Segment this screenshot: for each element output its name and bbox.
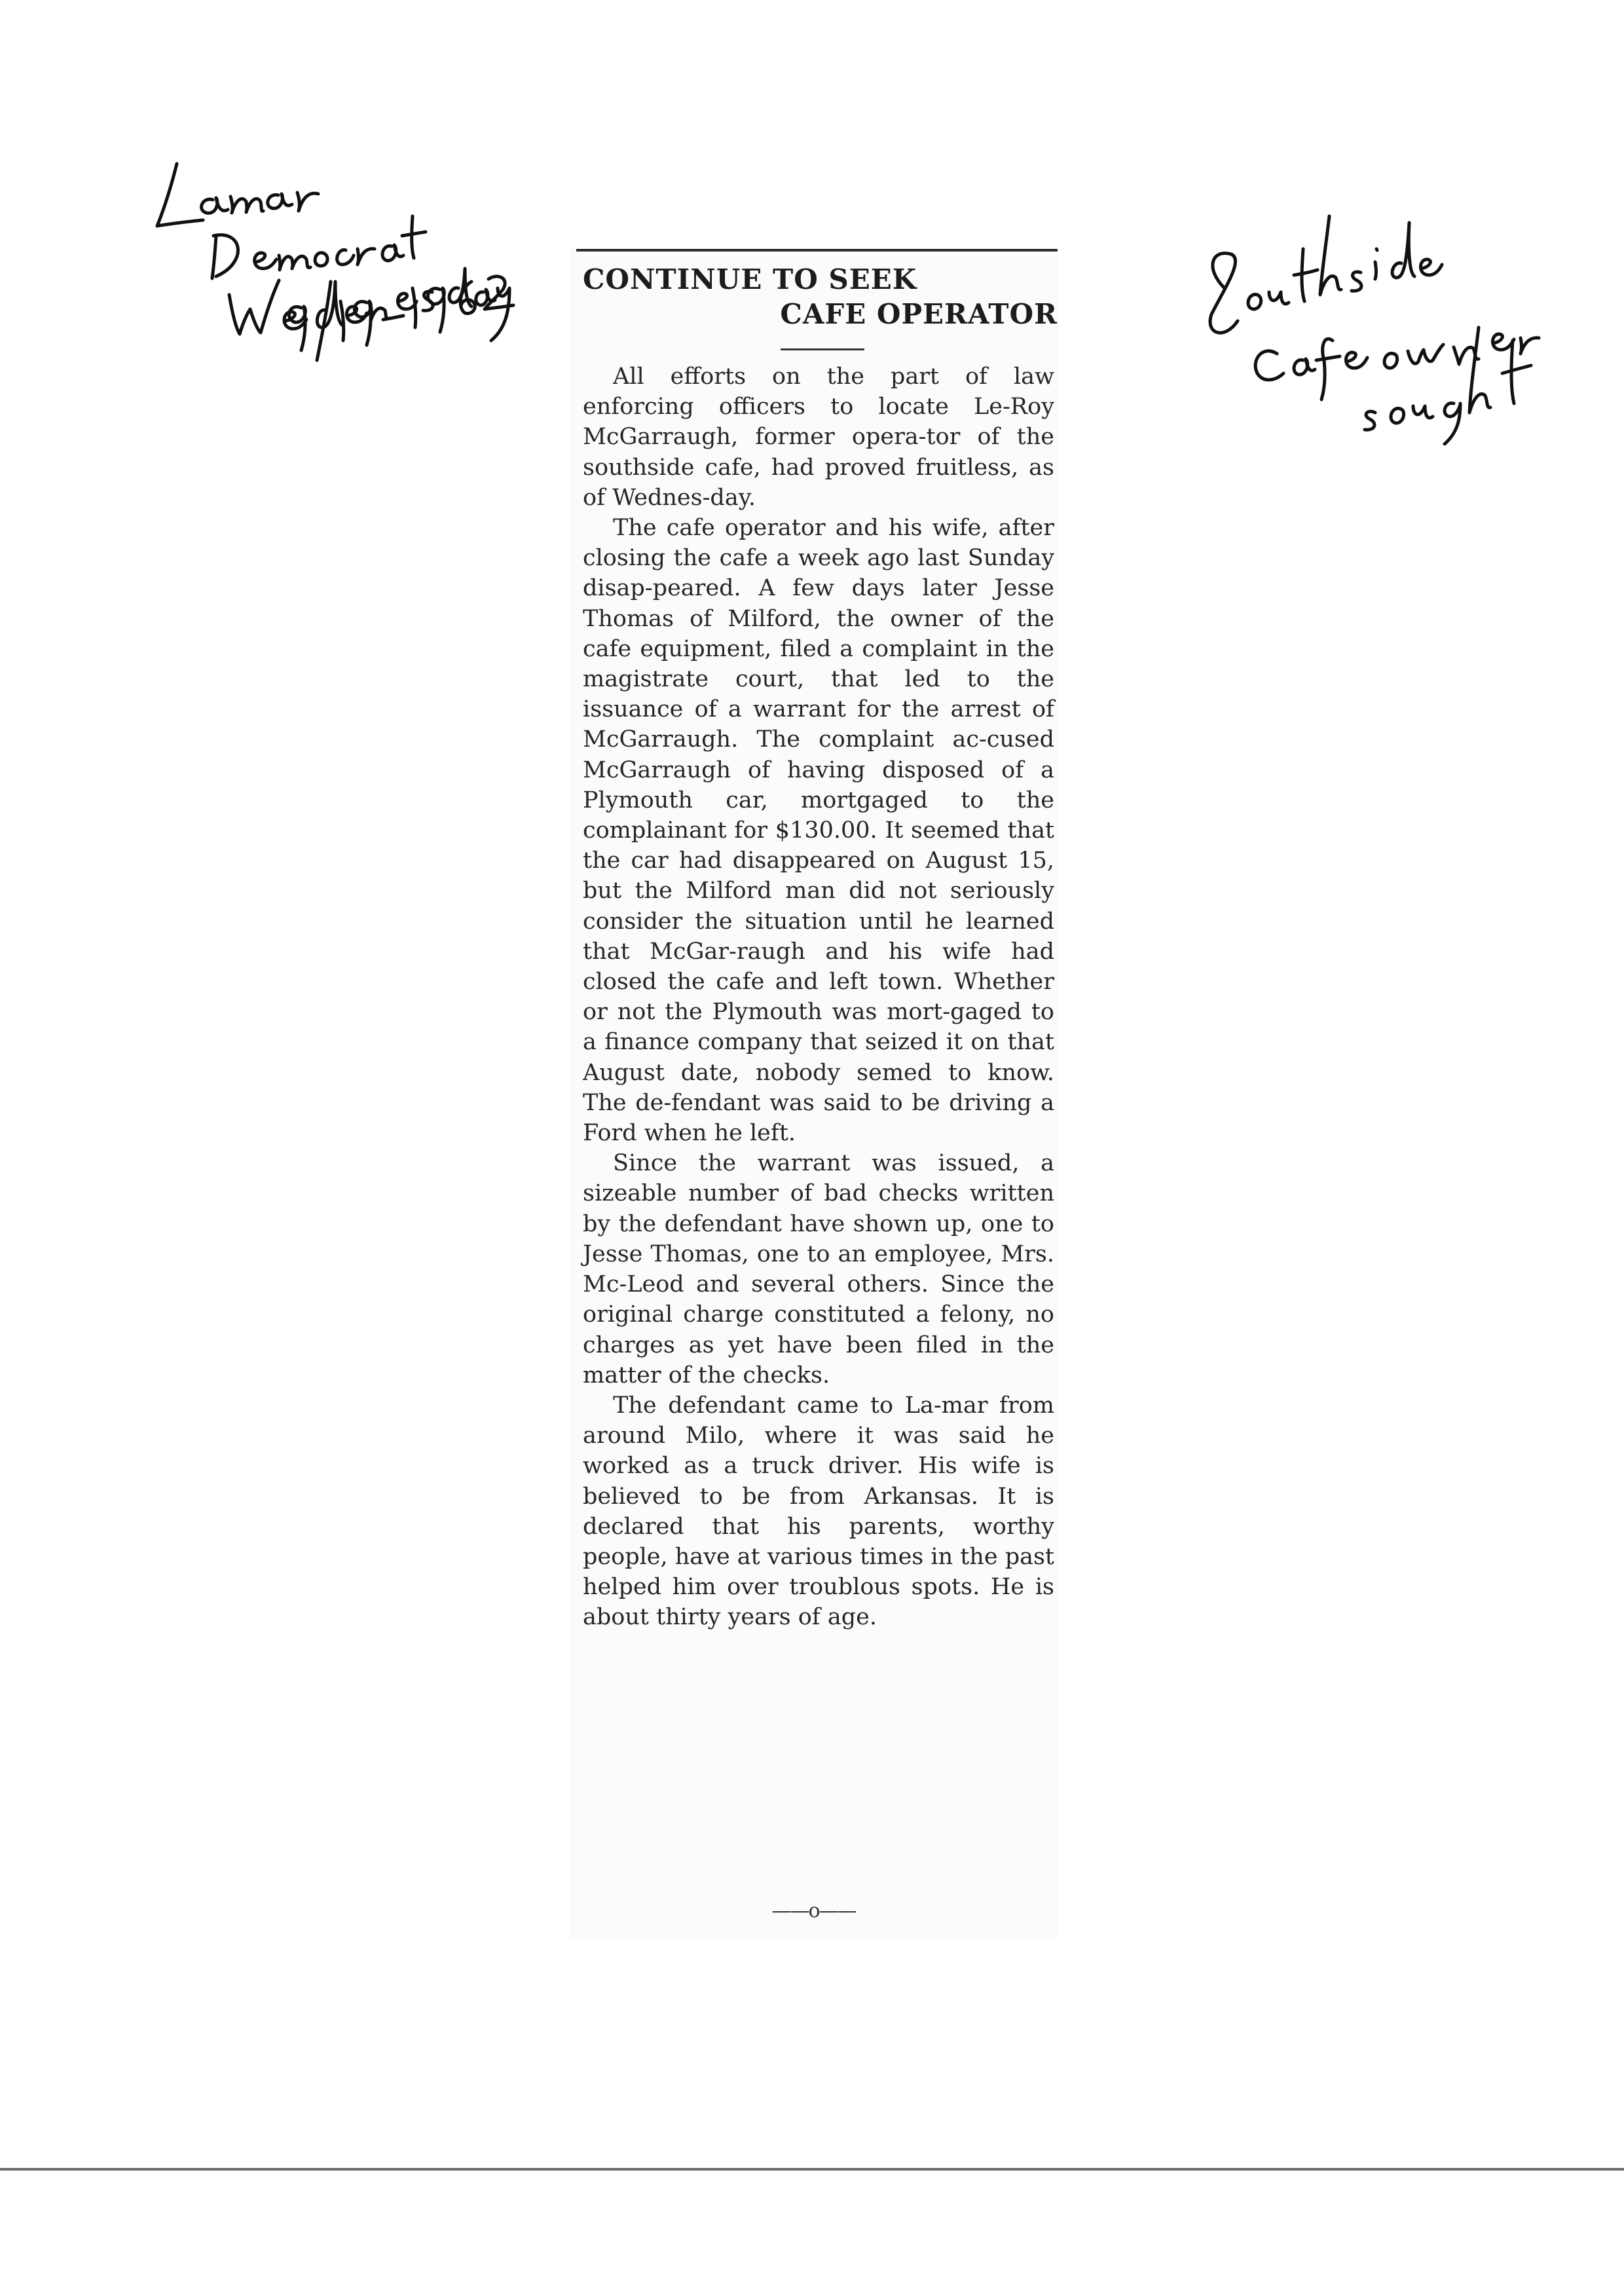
page-bottom-rule [0, 2168, 1624, 2171]
handwriting-left-line-3 [275, 262, 312, 269]
clipping-top-rule [576, 249, 1058, 252]
handwriting-right-drawing [1185, 144, 1578, 445]
article-end-mark [570, 1899, 1058, 1922]
article-body [583, 362, 1054, 1633]
end-mark-text: ——o—— [771, 1899, 856, 1922]
handwriting-right-line-1 [1185, 144, 1218, 151]
article-paragraph-4: The defendant came to La-mar from around Milo, where it was said he worked as a truck driver. His wife is believed to be from Arkansas. It is declared that his parents, worthy people, have at various times in the past helped him over troublous spots. He is about thirty years of age. [583, 1392, 1054, 1631]
article-paragraph-3: Since the warrant was issued, a sizeable number of bad checks written by the defendant have shown up, one to Jesse Thomas, one to an employee, Mrs. Mc-Leod and several others. Since the original charge constituted a felony, no charges as yet have been filed in the matter of the checks. [583, 1150, 1054, 1389]
headline-divider [781, 348, 864, 350]
handwritten-note-right [1185, 144, 1578, 445]
article-paragraph-1: All efforts on the part of law enforcing officers to locate Le-Roy McGarraugh, former opera-tor of the southside cafe, had proved fruitless, as of Wednes-day. [583, 364, 1054, 511]
headline-line-1: CONTINUE TO SEEK [583, 263, 917, 295]
handwriting-left-line-1 [151, 138, 172, 145]
handwriting-date-drawing [275, 255, 537, 367]
handwriting-left-line-4 [275, 275, 308, 282]
article-paragraph-2: The cafe operator and his wife, after closing the cafe a week ago last Sunday disap-peared. A few days later Jesse Thomas of Milford, the owner of the cafe equipment, filed a complaint in the magistrate court, that led to the issuance of a warrant for the arrest of McGarraugh. The complaint ac-cused McGarraugh of having disposed of a Plymouth car, mortgaged to the complainant for $130.00. It seemed that the car had disappeared on August 15, but the Milford man did not seriously consider the situation until he learned that McGar-raugh and his wife had closed the cafe and left town. Whether or not the Plymouth was mort-gaged to a finance company that seized it on that August date, nobody semed to know. The de-fendant was said to be driving a Ford when he left. [583, 515, 1054, 1147]
handwriting-right-line-2 [1185, 157, 1223, 164]
newspaper-clipping [570, 249, 1058, 1939]
headline-line-2: CAFE OPERATOR [780, 298, 1058, 330]
handwritten-date [275, 255, 537, 367]
handwriting-right-line-3 [1185, 170, 1208, 177]
